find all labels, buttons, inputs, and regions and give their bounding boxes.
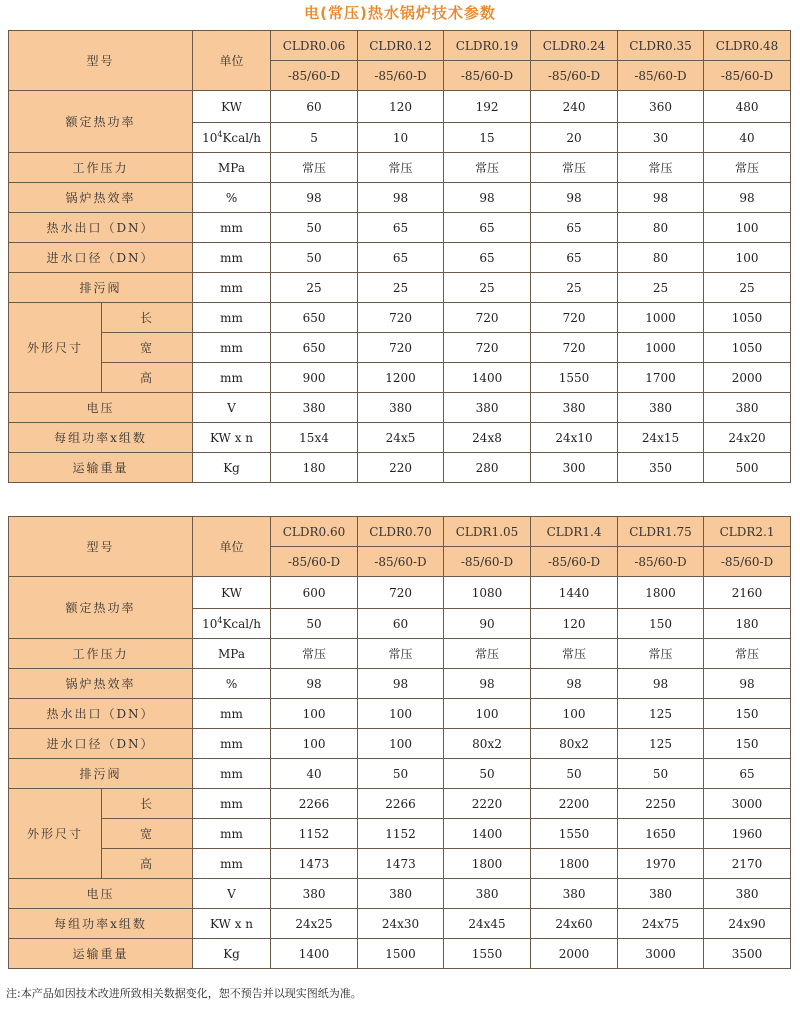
unit-cell: KW — [193, 91, 271, 123]
value-cell: 650 — [271, 303, 358, 333]
model-name: CLDR0.12 — [358, 31, 444, 61]
unit-cell: % — [193, 669, 271, 699]
table-row — [9, 939, 791, 969]
value-cell: 2266 — [271, 789, 358, 819]
value-cell: 500 — [704, 453, 791, 483]
table-row — [9, 729, 791, 759]
table-row — [9, 517, 791, 547]
value-cell: 150 — [704, 699, 791, 729]
table-row — [9, 213, 791, 243]
value-cell: 1400 — [444, 363, 531, 393]
value-cell: 2170 — [704, 849, 791, 879]
value-cell: 380 — [358, 879, 444, 909]
width-label: 宽 — [102, 333, 193, 363]
value-cell: 720 — [444, 303, 531, 333]
value-cell: 380 — [271, 393, 358, 423]
value-cell: 720 — [444, 333, 531, 363]
unit-cell: KW — [193, 577, 271, 609]
value-cell: 25 — [531, 273, 618, 303]
value-cell: 24x45 — [444, 909, 531, 939]
model-name: CLDR0.24 — [531, 31, 618, 61]
unit-cell: mm — [193, 699, 271, 729]
rated-power-label: 额定热功率 — [9, 577, 193, 639]
table-row — [9, 669, 791, 699]
table-row — [9, 577, 791, 609]
value-cell: 98 — [271, 183, 358, 213]
unit-cell: MPa — [193, 639, 271, 669]
value-cell: 常压 — [618, 639, 704, 669]
value-cell: 25 — [704, 273, 791, 303]
value-cell: 50 — [271, 213, 358, 243]
value-cell: 380 — [358, 393, 444, 423]
table-row — [9, 363, 791, 393]
table-row — [9, 333, 791, 363]
value-cell: 65 — [704, 759, 791, 789]
value-cell: 650 — [271, 333, 358, 363]
inlet-label: 进水口径（DN） — [9, 729, 193, 759]
value-cell: 125 — [618, 699, 704, 729]
model-suffix: -85/60-D — [358, 61, 444, 91]
model-label: 型号 — [9, 31, 193, 91]
value-cell: 1050 — [704, 303, 791, 333]
spec-table-2 — [8, 516, 791, 969]
value-cell: 50 — [531, 759, 618, 789]
value-cell: 15x4 — [271, 423, 358, 453]
value-cell: 1500 — [358, 939, 444, 969]
table-row — [9, 453, 791, 483]
table-row — [9, 153, 791, 183]
unit-cell: mm — [193, 729, 271, 759]
value-cell: 380 — [618, 393, 704, 423]
value-cell: 100 — [358, 729, 444, 759]
value-cell: 65 — [358, 213, 444, 243]
value-cell: 24x25 — [271, 909, 358, 939]
value-cell: 1970 — [618, 849, 704, 879]
value-cell: 1473 — [271, 849, 358, 879]
value-cell: 24x8 — [444, 423, 531, 453]
group-power-label: 每组功率x组数 — [9, 423, 193, 453]
value-cell: 80 — [618, 213, 704, 243]
value-cell: 60 — [358, 609, 444, 639]
unit-cell: KW x n — [193, 909, 271, 939]
value-cell: 98 — [704, 669, 791, 699]
model-suffix: -85/60-D — [444, 61, 531, 91]
value-cell: 1400 — [271, 939, 358, 969]
model-suffix: -85/60-D — [704, 61, 791, 91]
value-cell: 480 — [704, 91, 791, 123]
value-cell: 1800 — [444, 849, 531, 879]
value-cell: 常压 — [444, 153, 531, 183]
value-cell: 98 — [358, 669, 444, 699]
value-cell: 180 — [271, 453, 358, 483]
table-row — [9, 849, 791, 879]
value-cell: 50 — [618, 759, 704, 789]
value-cell: 100 — [531, 699, 618, 729]
value-cell: 常压 — [531, 153, 618, 183]
value-cell: 720 — [531, 333, 618, 363]
value-cell: 98 — [271, 669, 358, 699]
table-row — [9, 423, 791, 453]
value-cell: 120 — [531, 609, 618, 639]
value-cell: 720 — [358, 577, 444, 609]
unit-exponent: 4 — [217, 616, 223, 625]
unit-base: 10 — [202, 131, 218, 145]
value-cell: 50 — [271, 609, 358, 639]
model-name: CLDR1.75 — [618, 517, 704, 547]
value-cell: 100 — [271, 699, 358, 729]
value-cell: 360 — [618, 91, 704, 123]
unit-cell — [193, 609, 271, 639]
value-cell: 720 — [531, 303, 618, 333]
model-suffix: -85/60-D — [531, 61, 618, 91]
outlet-label: 热水出口（DN） — [9, 699, 193, 729]
spec-table-1 — [8, 30, 791, 483]
value-cell: 100 — [271, 729, 358, 759]
unit-cell: mm — [193, 363, 271, 393]
value-cell: 24x90 — [704, 909, 791, 939]
model-name: CLDR0.60 — [271, 517, 358, 547]
dimensions-label: 外形尺寸 — [9, 303, 102, 393]
model-suffix: -85/60-D — [271, 61, 358, 91]
value-cell: 100 — [704, 213, 791, 243]
value-cell: 1550 — [531, 363, 618, 393]
value-cell: 192 — [444, 91, 531, 123]
value-cell: 380 — [271, 879, 358, 909]
unit-cell: Kg — [193, 453, 271, 483]
value-cell: 2266 — [358, 789, 444, 819]
table-row — [9, 639, 791, 669]
value-cell: 380 — [444, 393, 531, 423]
value-cell: 380 — [704, 393, 791, 423]
value-cell: 720 — [358, 333, 444, 363]
value-cell: 25 — [358, 273, 444, 303]
value-cell: 150 — [618, 609, 704, 639]
group-power-label: 每组功率x组数 — [9, 909, 193, 939]
value-cell: 380 — [444, 879, 531, 909]
value-cell: 98 — [704, 183, 791, 213]
value-cell: 1400 — [444, 819, 531, 849]
inlet-label: 进水口径（DN） — [9, 243, 193, 273]
model-name: CLDR0.35 — [618, 31, 704, 61]
value-cell: 380 — [531, 879, 618, 909]
unit-rest: Kcal/h — [222, 131, 261, 145]
weight-label: 运输重量 — [9, 939, 193, 969]
value-cell: 2160 — [704, 577, 791, 609]
height-label: 高 — [102, 363, 193, 393]
value-cell: 2220 — [444, 789, 531, 819]
value-cell: 24x20 — [704, 423, 791, 453]
rated-power-label: 额定热功率 — [9, 91, 193, 153]
value-cell: 65 — [531, 213, 618, 243]
value-cell: 25 — [618, 273, 704, 303]
unit-cell: mm — [193, 273, 271, 303]
value-cell: 24x60 — [531, 909, 618, 939]
height-label: 高 — [102, 849, 193, 879]
value-cell: 2200 — [531, 789, 618, 819]
value-cell: 80x2 — [444, 729, 531, 759]
table-row — [9, 31, 791, 61]
value-cell: 3000 — [704, 789, 791, 819]
model-suffix: -85/60-D — [444, 547, 531, 577]
value-cell: 3500 — [704, 939, 791, 969]
value-cell: 5 — [271, 123, 358, 153]
value-cell: 20 — [531, 123, 618, 153]
voltage-label: 电压 — [9, 879, 193, 909]
table-row — [9, 91, 791, 123]
value-cell: 100 — [704, 243, 791, 273]
unit-exponent: 4 — [217, 130, 223, 139]
value-cell: 280 — [444, 453, 531, 483]
table-row — [9, 909, 791, 939]
voltage-label: 电压 — [9, 393, 193, 423]
table-row — [9, 243, 791, 273]
model-name: CLDR0.70 — [358, 517, 444, 547]
value-cell: 80 — [618, 243, 704, 273]
value-cell: 98 — [531, 669, 618, 699]
unit-cell: mm — [193, 213, 271, 243]
table-row — [9, 273, 791, 303]
value-cell: 65 — [531, 243, 618, 273]
value-cell: 1550 — [531, 819, 618, 849]
value-cell: 50 — [444, 759, 531, 789]
table-row — [9, 759, 791, 789]
model-suffix: -85/60-D — [618, 547, 704, 577]
unit-base: 10 — [202, 617, 218, 631]
table-row — [9, 789, 791, 819]
value-cell: 1000 — [618, 333, 704, 363]
value-cell: 常压 — [618, 153, 704, 183]
value-cell: 80x2 — [531, 729, 618, 759]
unit-cell: mm — [193, 243, 271, 273]
value-cell: 24x5 — [358, 423, 444, 453]
value-cell: 1440 — [531, 577, 618, 609]
value-cell: 900 — [271, 363, 358, 393]
unit-cell: mm — [193, 819, 271, 849]
value-cell: 2250 — [618, 789, 704, 819]
value-cell: 24x15 — [618, 423, 704, 453]
value-cell: 40 — [704, 123, 791, 153]
value-cell: 1080 — [444, 577, 531, 609]
value-cell: 1550 — [444, 939, 531, 969]
weight-label: 运输重量 — [9, 453, 193, 483]
value-cell: 1800 — [531, 849, 618, 879]
page-title: 电(常压)热水锅炉技术参数 — [304, 4, 496, 22]
value-cell: 380 — [531, 393, 618, 423]
unit-cell: V — [193, 879, 271, 909]
value-cell: 150 — [704, 729, 791, 759]
value-cell: 60 — [271, 91, 358, 123]
value-cell: 常压 — [358, 639, 444, 669]
unit-cell: mm — [193, 303, 271, 333]
drain-label: 排污阀 — [9, 759, 193, 789]
value-cell: 98 — [358, 183, 444, 213]
value-cell: 1700 — [618, 363, 704, 393]
model-name: CLDR0.48 — [704, 31, 791, 61]
model-name: CLDR2.1 — [704, 517, 791, 547]
value-cell: 600 — [271, 577, 358, 609]
value-cell: 40 — [271, 759, 358, 789]
value-cell: 65 — [444, 243, 531, 273]
table-row — [9, 393, 791, 423]
drain-label: 排污阀 — [9, 273, 193, 303]
model-suffix: -85/60-D — [704, 547, 791, 577]
unit-label: 单位 — [193, 517, 271, 577]
unit-rest: Kcal/h — [222, 617, 261, 631]
model-name: CLDR1.05 — [444, 517, 531, 547]
value-cell: 1473 — [358, 849, 444, 879]
value-cell: 98 — [618, 183, 704, 213]
value-cell: 100 — [444, 699, 531, 729]
unit-cell: mm — [193, 333, 271, 363]
value-cell: 125 — [618, 729, 704, 759]
length-label: 长 — [102, 789, 193, 819]
value-cell: 50 — [358, 759, 444, 789]
unit-cell: mm — [193, 759, 271, 789]
pressure-label: 工作压力 — [9, 639, 193, 669]
value-cell: 24x10 — [531, 423, 618, 453]
value-cell: 65 — [444, 213, 531, 243]
pressure-label: 工作压力 — [9, 153, 193, 183]
unit-cell: mm — [193, 849, 271, 879]
value-cell: 98 — [444, 669, 531, 699]
value-cell: 180 — [704, 609, 791, 639]
table-row — [9, 303, 791, 333]
model-name: CLDR0.19 — [444, 31, 531, 61]
value-cell: 350 — [618, 453, 704, 483]
length-label: 长 — [102, 303, 193, 333]
value-cell: 常压 — [531, 639, 618, 669]
model-suffix: -85/60-D — [271, 547, 358, 577]
width-label: 宽 — [102, 819, 193, 849]
value-cell: 1960 — [704, 819, 791, 849]
model-suffix: -85/60-D — [531, 547, 618, 577]
value-cell: 1200 — [358, 363, 444, 393]
unit-cell: Kg — [193, 939, 271, 969]
value-cell: 120 — [358, 91, 444, 123]
value-cell: 98 — [618, 669, 704, 699]
value-cell: 380 — [618, 879, 704, 909]
value-cell: 常压 — [704, 153, 791, 183]
value-cell: 98 — [531, 183, 618, 213]
value-cell: 常压 — [444, 639, 531, 669]
unit-cell: mm — [193, 789, 271, 819]
value-cell: 2000 — [704, 363, 791, 393]
value-cell: 1650 — [618, 819, 704, 849]
efficiency-label: 锅炉热效率 — [9, 183, 193, 213]
value-cell: 380 — [704, 879, 791, 909]
dimensions-label: 外形尺寸 — [9, 789, 102, 879]
model-suffix: -85/60-D — [358, 547, 444, 577]
footnote: 注:本产品如因技术改进所致相关数据变化，恕不预告并以现实图纸为准。 — [6, 987, 362, 1000]
model-label: 型号 — [9, 517, 193, 577]
value-cell: 100 — [358, 699, 444, 729]
value-cell: 1000 — [618, 303, 704, 333]
value-cell: 2000 — [531, 939, 618, 969]
value-cell: 50 — [271, 243, 358, 273]
efficiency-label: 锅炉热效率 — [9, 669, 193, 699]
value-cell: 25 — [444, 273, 531, 303]
value-cell: 220 — [358, 453, 444, 483]
value-cell: 300 — [531, 453, 618, 483]
value-cell: 1152 — [271, 819, 358, 849]
value-cell: 24x30 — [358, 909, 444, 939]
unit-cell: KW x n — [193, 423, 271, 453]
unit-label: 单位 — [193, 31, 271, 91]
table-row — [9, 183, 791, 213]
value-cell: 3000 — [618, 939, 704, 969]
unit-cell: V — [193, 393, 271, 423]
value-cell: 240 — [531, 91, 618, 123]
value-cell: 1152 — [358, 819, 444, 849]
model-suffix: -85/60-D — [618, 61, 704, 91]
table-row — [9, 879, 791, 909]
value-cell: 常压 — [271, 639, 358, 669]
unit-cell: % — [193, 183, 271, 213]
value-cell: 24x75 — [618, 909, 704, 939]
value-cell: 720 — [358, 303, 444, 333]
value-cell: 25 — [271, 273, 358, 303]
value-cell: 1050 — [704, 333, 791, 363]
table-row — [9, 819, 791, 849]
model-name: CLDR0.06 — [271, 31, 358, 61]
value-cell: 10 — [358, 123, 444, 153]
value-cell: 65 — [358, 243, 444, 273]
outlet-label: 热水出口（DN） — [9, 213, 193, 243]
value-cell: 15 — [444, 123, 531, 153]
value-cell: 30 — [618, 123, 704, 153]
value-cell: 1800 — [618, 577, 704, 609]
unit-cell: MPa — [193, 153, 271, 183]
unit-cell — [193, 123, 271, 153]
value-cell: 98 — [444, 183, 531, 213]
value-cell: 常压 — [358, 153, 444, 183]
value-cell: 90 — [444, 609, 531, 639]
value-cell: 常压 — [271, 153, 358, 183]
table-row — [9, 699, 791, 729]
value-cell: 常压 — [704, 639, 791, 669]
model-name: CLDR1.4 — [531, 517, 618, 547]
